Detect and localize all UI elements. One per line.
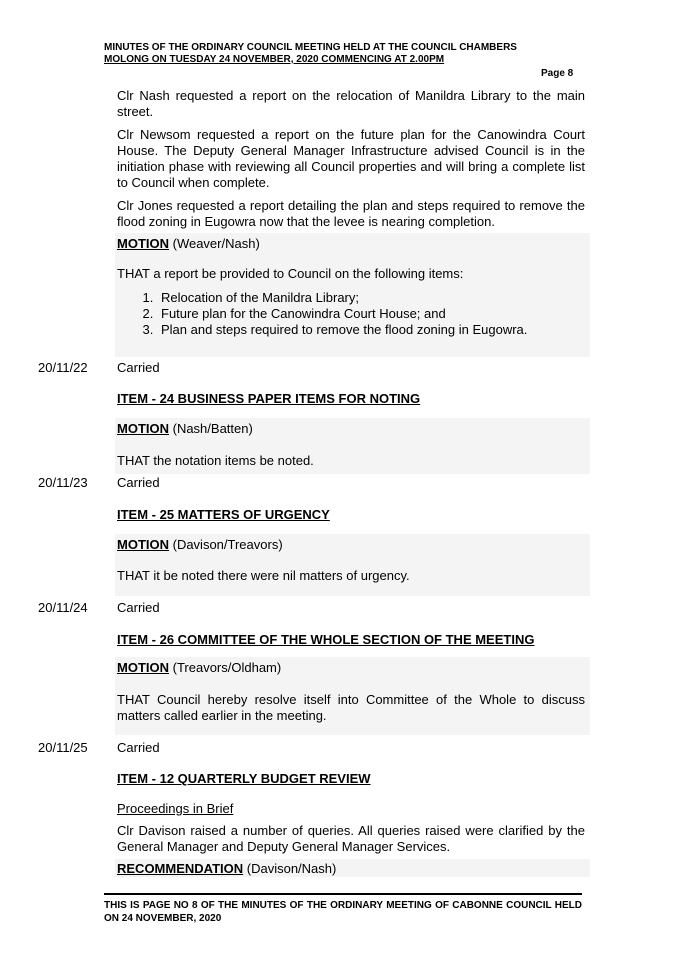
item-24-text: THAT the notation items be noted.	[117, 453, 314, 468]
para-nash: Clr Nash requested a report on the relocation of Manildra Library to the main street.	[117, 88, 585, 119]
outcome: Carried	[117, 475, 160, 490]
resolution-number: 20/11/24	[38, 600, 88, 615]
motion-movers: (Davison/Treavors)	[169, 537, 283, 552]
item-25-title: ITEM - 25 MATTERS OF URGENCY	[117, 507, 330, 522]
item-24-motion	[117, 421, 585, 437]
resolution-number: 20/11/22	[38, 360, 88, 375]
item-12-title: ITEM - 12 QUARTERLY BUDGET REVIEW	[117, 771, 371, 786]
para-jones: Clr Jones requested a report detailing the plan and steps required to remove the flood zoning in Eugowra now that the levee is nearing completion.	[117, 198, 585, 229]
item-26-motion	[117, 660, 585, 676]
motion-movers: (Treavors/Oldham)	[169, 660, 282, 675]
resolution-number: 20/11/23	[38, 475, 88, 490]
proceedings-heading: Proceedings in Brief	[117, 801, 234, 816]
motion-label: MOTION	[117, 537, 169, 552]
item-25-text: THAT it be noted there were nil matters of urgency.	[117, 568, 410, 583]
motion-1-text: THAT a report be provided to Council on the following items:	[117, 266, 464, 281]
motion-1-list	[133, 290, 573, 338]
list-item: 1. Relocation of the Manildra Library;	[157, 290, 573, 306]
outcome: Carried	[117, 600, 160, 615]
resolution-number: 20/11/25	[38, 740, 88, 755]
outcome: Carried	[117, 740, 160, 755]
header-line-1: MINUTES OF THE ORDINARY COUNCIL MEETING HELD AT THE COUNCIL CHAMBERS	[104, 42, 517, 53]
footer-rule	[104, 893, 582, 895]
list-item: 3. Plan and steps required to remove the flood zoning in Eugowra.	[157, 322, 573, 338]
motion-movers: (Nash/Batten)	[169, 421, 253, 436]
item-12-recommendation	[117, 861, 585, 877]
item-12-text: Clr Davison raised a number of queries. All queries raised were clarified by the General Manager and Deputy General Manager Services.	[117, 823, 585, 854]
page-number: Page 8	[541, 68, 574, 79]
recommendation-label: RECOMMENDATION	[117, 861, 244, 876]
motion-label: MOTION	[117, 236, 169, 251]
item-25-motion	[117, 537, 585, 553]
motion-label: MOTION	[117, 660, 169, 675]
page-footer: THIS IS PAGE NO 8 OF THE MINUTES OF THE ORDINARY MEETING OF CABONNE COUNCIL HELD ON 24 NOVEMBER, 2020	[104, 900, 582, 924]
motion-1-heading	[117, 236, 585, 252]
item-26-text: THAT Council hereby resolve itself into Committee of the Whole to discuss matters called earlier in the meeting.	[117, 692, 585, 723]
motion-movers: (Weaver/Nash)	[169, 236, 260, 251]
outcome: Carried	[117, 360, 160, 375]
header-line-2: MOLONG ON TUESDAY 24 NOVEMBER, 2020 COMMENCING AT 2.00PM	[104, 54, 445, 65]
para-newsom: Clr Newsom requested a report on the future plan for the Canowindra Court House. The Deputy General Manager Infrastructure advised Council is in the initiation phase with reviewing all Council properties and will bring a complete list to Council when complete.	[117, 127, 585, 190]
page-header	[104, 42, 582, 66]
recommendation-movers: (Davison/Nash)	[243, 861, 337, 876]
list-item: 2. Future plan for the Canowindra Court House; and	[157, 306, 573, 322]
item-26-title: ITEM - 26 COMMITTEE OF THE WHOLE SECTION OF THE MEETING	[117, 632, 535, 647]
motion-label: MOTION	[117, 421, 169, 436]
item-24-title: ITEM - 24 BUSINESS PAPER ITEMS FOR NOTING	[117, 391, 421, 406]
